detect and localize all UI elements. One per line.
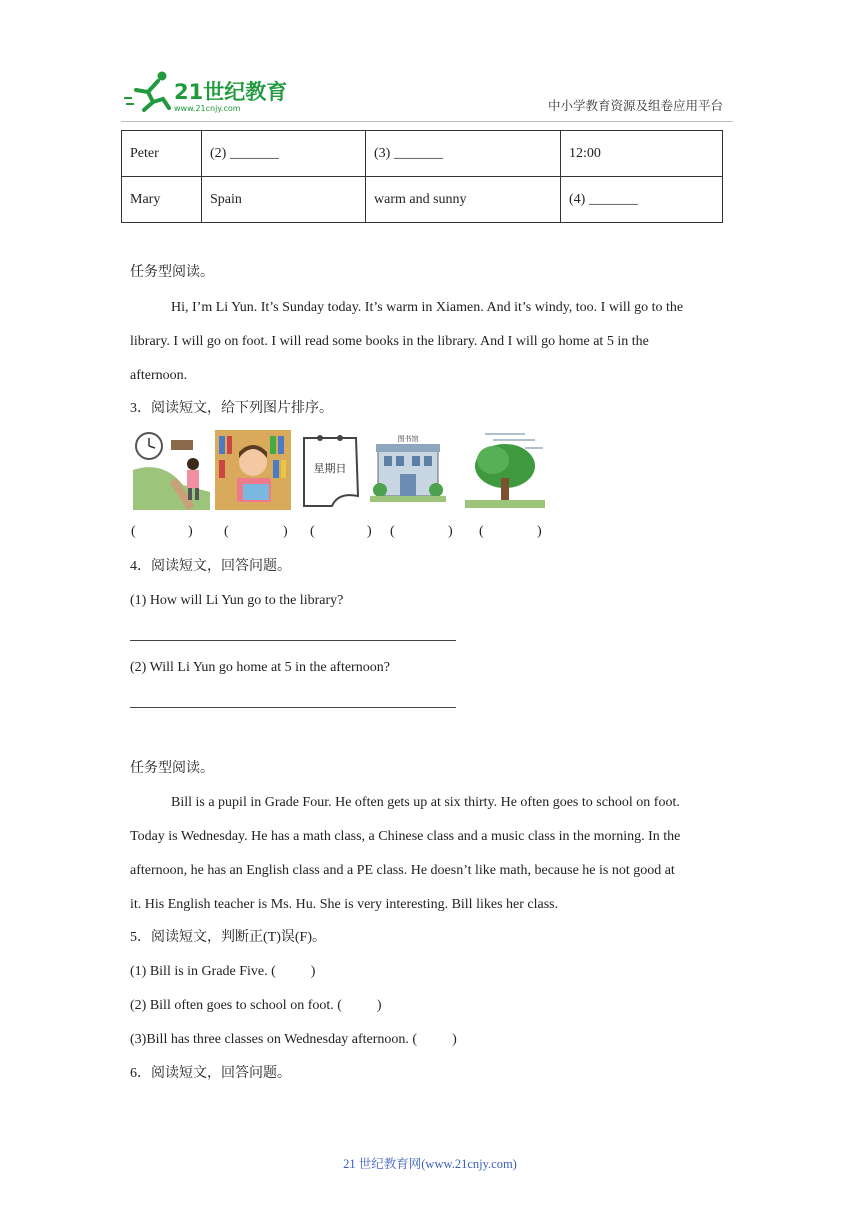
answer-line-1[interactable] — [130, 640, 456, 641]
order-blank-close: ) — [367, 524, 372, 539]
q3-title: 3．阅读短文，给下列图片排序。 — [130, 401, 333, 416]
passage-line: it. His English teacher is Ms. Hu. She is very interesting. Bill likes her class. — [130, 897, 559, 912]
passage-line: Bill is a pupil in Grade Four. He often gets up at six thirty. He often goes to school on foot. — [171, 795, 680, 810]
order-blank-open: ( — [390, 524, 395, 539]
q5-item-1: (1) Bill is in Grade Five. ( ) — [130, 964, 316, 979]
passage-line: afternoon. — [130, 368, 188, 383]
logo-text: 21世纪教育 — [174, 80, 288, 104]
table-cell: warm and sunny — [366, 177, 561, 223]
table-cell: (3) _______ — [366, 131, 561, 177]
order-blank-open: ( — [131, 524, 136, 539]
q4-question-2: (2) Will Li Yun go home at 5 in the afternoon? — [130, 660, 390, 675]
platform-name: 中小学教育资源及组卷应用平台 — [548, 99, 724, 113]
order-blank-open: ( — [310, 524, 315, 539]
info-table — [121, 130, 723, 223]
calendar-label: 星期日 — [313, 462, 347, 475]
table-cell: 12:00 — [561, 131, 723, 177]
logo-url: www.21cnjy.com — [174, 104, 241, 113]
library-label: 图书馆 — [397, 435, 419, 443]
library-building-picture — [370, 430, 446, 510]
q6-title: 6．阅读短文，回答问题。 — [130, 1066, 291, 1081]
table-cell: (4) _______ — [561, 177, 723, 223]
passage2-text — [130, 786, 733, 922]
table-row — [122, 177, 723, 223]
passage2-heading: 任务型阅读。 — [130, 761, 214, 776]
q5-item-3: (3)Bill has three classes on Wednesday afternoon. ( ) — [130, 1032, 457, 1047]
order-blank-close: ) — [448, 524, 453, 539]
table-cell: (2) _______ — [202, 131, 366, 177]
passage-line: library. I will go on foot. I will read some books in the library. And I will go home at 5 in the — [130, 334, 649, 349]
q5-title: 5．阅读短文，判断正(T)误(F)。 — [130, 930, 326, 945]
passage-line: Hi, I’m Li Yun. It’s Sunday today. It’s warm in Xiamen. And it’s windy, too. I will go to the — [171, 300, 684, 315]
order-blank-open: ( — [479, 524, 484, 539]
answer-line-2[interactable] — [130, 707, 456, 708]
order-blank-close: ) — [537, 524, 542, 539]
order-blank-open: ( — [224, 524, 229, 539]
order-blank-close: ) — [283, 524, 288, 539]
order-blank-close: ) — [188, 524, 193, 539]
walking-to-library-picture — [133, 430, 210, 510]
header-divider — [121, 121, 733, 122]
sunday-calendar-picture — [298, 430, 362, 510]
table-row — [122, 131, 723, 177]
table-cell: Spain — [202, 177, 366, 223]
windy-tree-picture — [465, 430, 545, 510]
table-cell: Peter — [122, 131, 202, 177]
runner-icon — [124, 72, 169, 111]
passage-line: afternoon, he has an English class and a PE class. He doesn’t like math, because he is not good at — [130, 863, 675, 878]
q4-question-1: (1) How will Li Yun go to the library? — [130, 593, 344, 608]
q4-title: 4．阅读短文，回答问题。 — [130, 559, 291, 574]
q5-item-2: (2) Bill often goes to school on foot. ( ) — [130, 998, 382, 1013]
site-logo — [122, 68, 292, 114]
table-cell: Mary — [122, 177, 202, 223]
reading-in-library-picture — [215, 430, 291, 510]
passage-line: Today is Wednesday. He has a math class, a Chinese class and a music class in the morning. In the — [130, 829, 681, 844]
passage1-text — [130, 291, 733, 393]
passage1-heading: 任务型阅读。 — [130, 265, 214, 280]
footer-link[interactable]: 21 世纪教育网(www.21cnjy.com) — [343, 1157, 517, 1171]
